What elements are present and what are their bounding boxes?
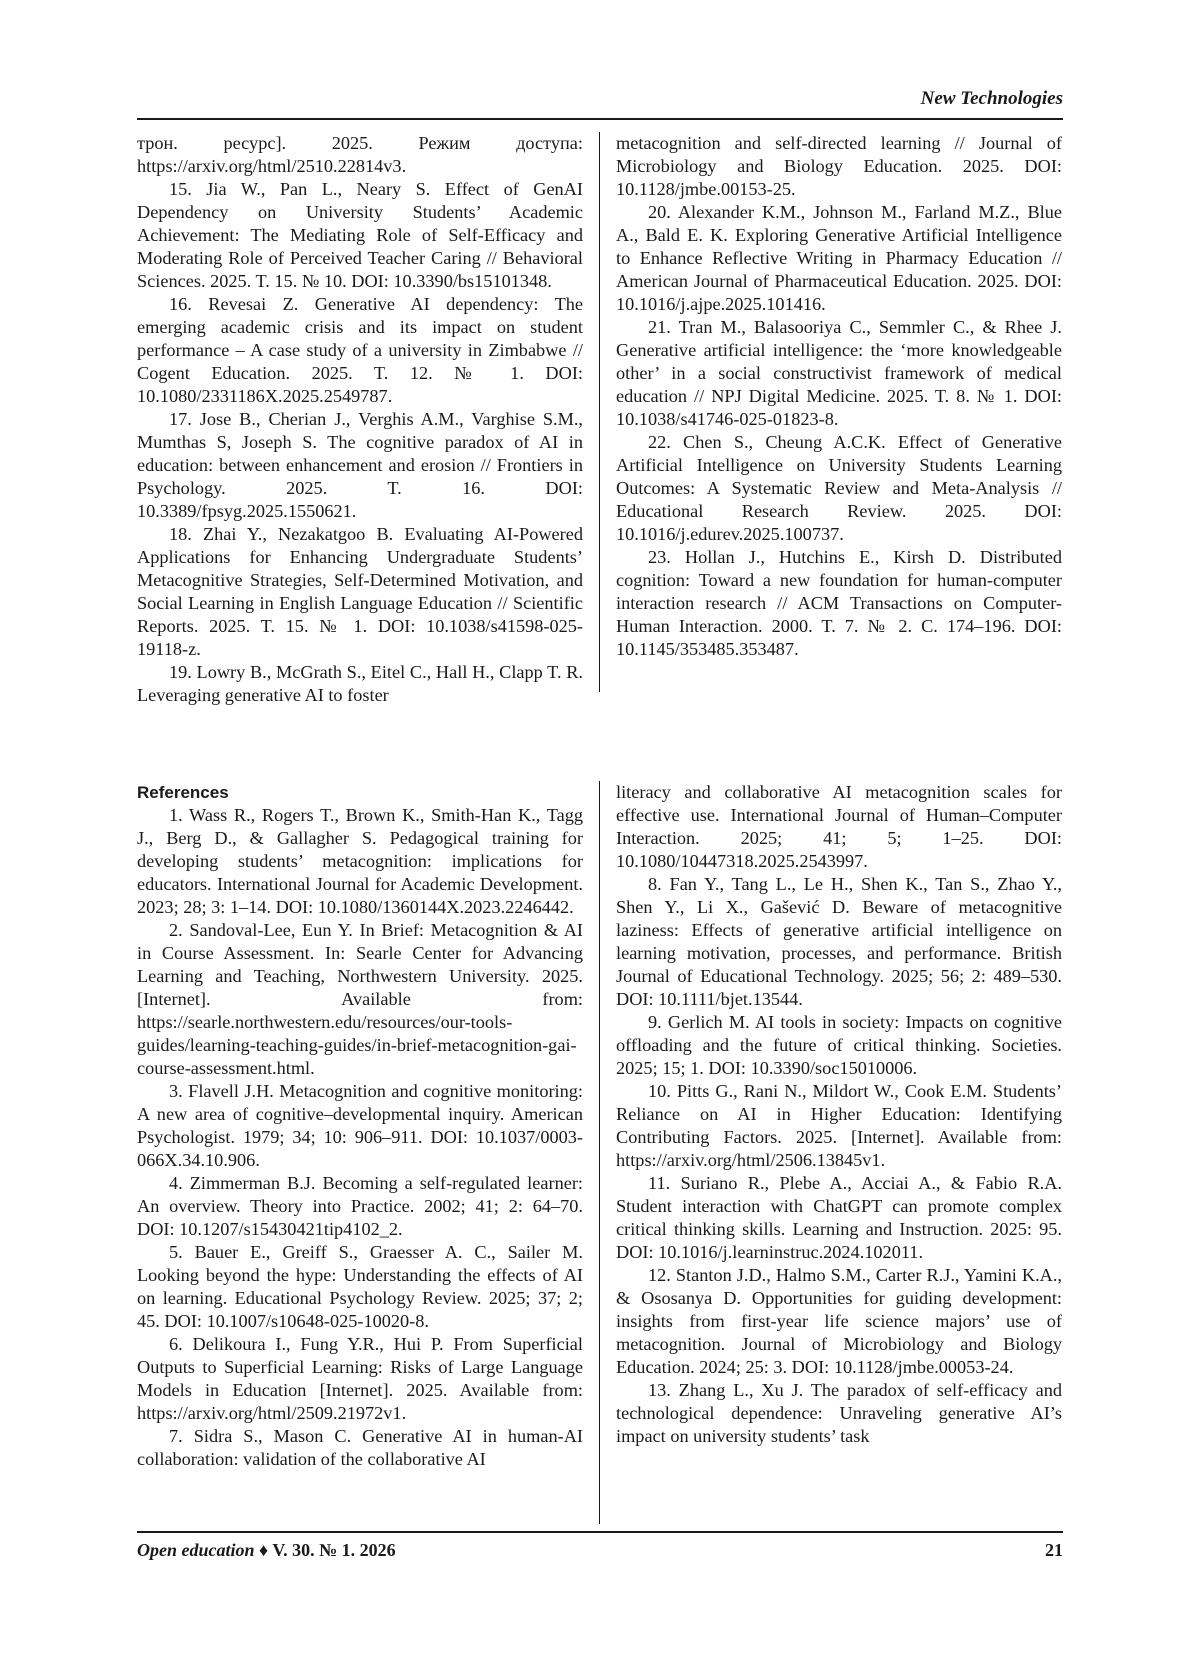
column-divider — [599, 781, 600, 1524]
reference-entry: 6. Delikoura I., Fung Y.R., Hui P. From Superficial Outputs to Superficial Learning: Risks of Large Language Models in Education [Internet]. 2025. Available from: https://arxiv.org/html/2509.21972v1. — [137, 1334, 583, 1423]
references-heading: References — [137, 783, 229, 802]
reference-entry: 13. Zhang L., Xu J. The paradox of self-efficacy and technological dependence: Unraveling generative AI’s impact on university students’ task — [616, 1380, 1062, 1446]
reference-entry: 4. Zimmerman B.J. Becoming a self-regulated learner: An overview. Theory into Practice. 2002; 41; 2: 64–70. DOI: 10.1207/s15430421tip4102_2. — [137, 1173, 583, 1239]
journal-name: Open education — [137, 1540, 255, 1560]
references-ru-section — [137, 132, 1063, 732]
reference-entry: 10. Pitts G., Rani N., Mildort W., Cook E.M. Students’ Reliance on AI in Higher Education: Identifying Contributing Factors. 2025. [Internet]. Available from: https://arxiv.org/html/2506.13845v1. — [616, 1081, 1062, 1170]
references-en-right-column — [616, 781, 1062, 1448]
reference-entry: 15. Jia W., Pan L., Neary S. Effect of GenAI Dependency on University Students’ Academic Achievement: The Mediating Role of Self-Efficacy and Moderating Role of Perceived Teacher Caring // Behavioral Sciences. 2025. T. 15. № 10. DOI: 10.3390/bs15101348. — [137, 179, 583, 291]
reference-entry: 3. Flavell J.H. Metacognition and cognitive monitoring: A new area of cognitive–developmental inquiry. American Psychologist. 1979; 34; 10: 906–911. DOI: 10.1037/0003-066X.34.10.906. — [137, 1081, 583, 1170]
reference-entry: 12. Stanton J.D., Halmo S.M., Carter R.J., Yamini K.A., & Ososanya D. Opportunities for guiding development: insights from first-year life science majors’ use of metacognition. Journal of Microbiology and Biology Education. 2024; 25: 3. DOI: 10.1128/jmbe.00053-24. — [616, 1265, 1062, 1377]
references-en-left-column — [137, 781, 583, 1471]
reference-entry: 17. Jose B., Cherian J., Verghis A.M., Varghise S.M., Mumthas S, Joseph S. The cognitive paradox of AI in education: between enhancement and erosion // Frontiers in Psychology. 2025. T. 16. DOI: 10.3389/fpsyg.2025.1550621. — [137, 409, 583, 521]
reference-entry: 8. Fan Y., Tang L., Le H., Shen K., Tan S., Zhao Y., Shen Y., Li X., Gašević D. Beware of metacognitive laziness: Effects of generative artificial intelligence on learning motivation, processes, and performance. British Journal of Educational Technology. 2025; 56; 2: 489–530. DOI: 10.1111/bjet.13544. — [616, 874, 1062, 1009]
reference-entry: 19. Lowry B., McGrath S., Eitel C., Hall H., Clapp T. R. Leveraging generative AI to foster — [137, 662, 583, 705]
header-rule — [137, 118, 1063, 120]
references-en-section — [137, 781, 1063, 1528]
column-divider — [599, 132, 600, 692]
references-ru-right-column — [616, 132, 1062, 661]
reference-entry: 21. Tran M., Balasooriya C., Semmler C., & Rhee J. Generative artificial intelligence: the ‘more knowledgeable other’ in a social constructivist framework of medical education // NPJ Digital Medicine. 2025. T. 8. № 1. DOI: 10.1038/s41746-025-01823-8. — [616, 317, 1062, 429]
reference-entry: metacognition and self-directed learning // Journal of Microbiology and Biology Education. 2025. DOI: 10.1128/jmbe.00153-25. — [616, 133, 1062, 199]
reference-entry: 22. Chen S., Cheung A.C.K. Effect of Generative Artificial Intelligence on University Students Learning Outcomes: A Systematic Review and Meta-Analysis // Educational Research Review. 2025. DOI: 10.1016/j.edurev.2025.100737. — [616, 432, 1062, 544]
diamond-separator-icon: ♦ — [259, 1540, 269, 1560]
footer-rule — [137, 1531, 1063, 1533]
reference-entry: 18. Zhai Y., Nezakatgoo B. Evaluating AI-Powered Applications for Enhancing Undergraduate Students’ Metacognitive Strategies, Self-Determined Motivation, and Social Learning in English Language Education // Scientific Reports. 2025. T. 15. № 1. DOI: 10.1038/s41598-025-19118-z. — [137, 524, 583, 659]
reference-entry: 2. Sandoval-Lee, Eun Y. In Brief: Metacognition & AI in Course Assessment. In: Searle Center for Advancing Learning and Teaching, Northwestern University. 2025. [Internet]. Available from: https://searle.northwestern.edu/resources/our-tools-guides/learning-teaching-guides/in-brief-metacognition-gai-course-assessment.html. — [137, 920, 583, 1078]
reference-entry: 7. Sidra S., Mason C. Generative AI in human-AI collaboration: validation of the collaborative AI — [137, 1426, 583, 1469]
page-number: 21 — [1045, 1540, 1063, 1560]
reference-entry: literacy and collaborative AI metacognition scales for effective use. International Journal of Human–Computer Interaction. 2025; 41; 5; 1–25. DOI: 10.1080/10447318.2025.2543997. — [616, 782, 1062, 871]
reference-entry: трон. ресурс]. 2025. Режим доступа: https://arxiv.org/html/2510.22814v3. — [137, 133, 583, 176]
reference-entry: 16. Revesai Z. Generative AI dependency: The emerging academic crisis and its impact on student performance – A case study of a university in Zimbabwe // Cogent Education. 2025. T. 12. № 1. DOI: 10.1080/2331186X.2025.2549787. — [137, 294, 583, 406]
reference-entry: 1. Wass R., Rogers T., Brown K., Smith-Han K., Tagg J., Berg D., & Gallagher S. Pedagogical training for developing students’ metacognition: implications for educators. International Journal for Academic Development. 2023; 28; 3: 1–14. DOI: 10.1080/1360144X.2023.2246442. — [137, 805, 583, 917]
reference-entry: 5. Bauer E., Greiff S., Graesser A. C., Sailer M. Looking beyond the hype: Understanding the effects of AI on learning. Educational Psychology Review. 2025; 37; 2; 45. DOI: 10.1007/s10648-025-10020-8. — [137, 1242, 583, 1331]
page-footer — [137, 1540, 1063, 1561]
references-ru-left-column — [137, 132, 583, 707]
reference-entry: 11. Suriano R., Plebe A., Acciai A., & Fabio R.A. Student interaction with ChatGPT can promote complex critical thinking skills. Learning and Instruction. 2025: 95. DOI: 10.1016/j.learninstruc.2024.102011. — [616, 1173, 1062, 1262]
journal-issue: V. 30. № 1. 2026 — [272, 1540, 396, 1560]
reference-entry: 9. Gerlich M. AI tools in society: Impacts on cognitive offloading and the future of critical thinking. Societies. 2025; 15; 1. DOI: 10.3390/soc15010006. — [616, 1012, 1062, 1078]
reference-entry: 20. Alexander K.M., Johnson M., Farland M.Z., Blue A., Bald E. K. Exploring Generative Artificial Intelligence to Enhance Reflective Writing in Pharmacy Education // American Journal of Pharmaceutical Education. 2025. DOI: 10.1016/j.ajpe.2025.101416. — [616, 202, 1062, 314]
running-header: New Technologies — [920, 88, 1063, 109]
reference-entry: 23. Hollan J., Hutchins E., Kirsh D. Distributed cognition: Toward a new foundation for human-computer interaction research // ACM Transactions on Computer-Human Interaction. 2000. T. 7. № 2. C. 174–196. DOI: 10.1145/353485.353487. — [616, 547, 1062, 659]
